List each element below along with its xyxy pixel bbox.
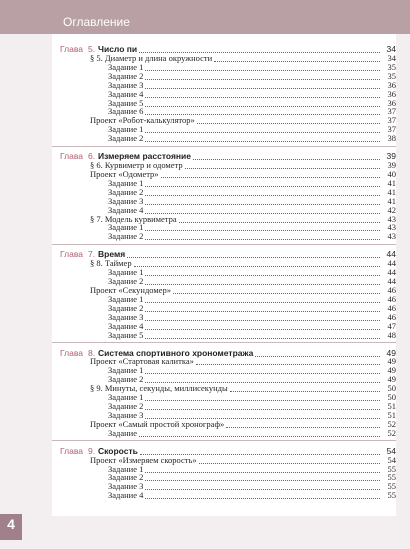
entry-text: Проект «Секундомер» [90, 285, 172, 295]
entry-text: Задание 2 [108, 276, 144, 287]
page-ref: 34 [386, 44, 396, 54]
page-ref: 50 [387, 383, 396, 394]
dot-leader [145, 229, 380, 240]
page-ref: 55 [387, 481, 396, 492]
page-ref: 51 [387, 409, 396, 420]
page-ref: 44 [387, 267, 396, 278]
entry-text: Задание 4 [108, 204, 144, 215]
page-ref: 55 [387, 490, 396, 501]
toc-content [52, 34, 396, 516]
chapter-label: Глава [60, 445, 83, 456]
entry-text: Задание 5 [108, 329, 144, 340]
entry-text: Задание 2 [108, 302, 144, 313]
page-ref: 54 [386, 445, 396, 456]
page-ref: 43 [387, 231, 396, 242]
page-ref: 51 [387, 401, 396, 412]
page-ref: 38 [387, 133, 396, 144]
chapter-title: Число пи [98, 44, 138, 54]
entry-text: Задание 3 [108, 311, 144, 322]
chapter-divider [52, 440, 396, 441]
entry-text: Проект «Одометр» [90, 168, 159, 179]
chapter-number: 5. [88, 44, 96, 54]
page-ref: 34 [387, 52, 396, 63]
page-ref: 37 [387, 124, 396, 135]
chapter-number: 9. [88, 445, 96, 456]
page-ref: 37 [387, 115, 396, 126]
entry-text: Проект «Робот-калькулятор» [90, 115, 195, 126]
page-ref: 55 [387, 472, 396, 483]
toc-task-row[interactable] [52, 231, 396, 242]
entry-text: Задание 1 [108, 392, 144, 403]
entry-text: Задание 2 [108, 374, 144, 385]
entry-text: Задание 6 [108, 106, 144, 117]
chapter-title: Система спортивного хронометража [98, 347, 254, 358]
entry-text: § 8. Таймер [90, 258, 132, 269]
page-ref: 36 [387, 79, 396, 90]
entry-text: Проект «Стартовая калитка» [90, 356, 194, 367]
chapter-title: Измеряем расстояние [98, 151, 191, 162]
entry-text: Задание 2 [108, 231, 144, 242]
page-ref: 46 [387, 311, 396, 322]
entry-text: Задание 4 [108, 490, 144, 501]
entry-text: Проект «Самый простой хронограф» [90, 418, 225, 429]
entry-text: Задание 3 [108, 409, 144, 420]
page-ref: 49 [387, 365, 396, 376]
chapter-label: Глава [60, 347, 83, 358]
entry-text: § 9. Минуты, секунды, миллисекунды [90, 383, 228, 394]
page-ref: 40 [387, 168, 396, 179]
dot-leader [145, 328, 380, 339]
page-ref: 54 [387, 454, 396, 465]
entry-text: Задание 1 [108, 124, 144, 135]
entry-text: Задание 2 [108, 70, 144, 81]
entry-text: Задание 1 [108, 177, 144, 188]
page-ref: 39 [387, 160, 396, 171]
page-ref: 46 [387, 293, 396, 304]
chapter-label: Глава [60, 151, 83, 162]
page-title: Оглавление [63, 15, 130, 29]
dot-leader [145, 131, 380, 142]
page-ref: 41 [387, 195, 396, 206]
page-ref: 55 [387, 463, 396, 474]
page-ref: 36 [387, 88, 396, 99]
header-bar [0, 0, 410, 34]
entry-text: Проект «Измеряем скорость» [90, 454, 197, 465]
page-ref: 50 [387, 392, 396, 403]
dot-leader [145, 488, 380, 499]
page-ref: 44 [386, 249, 396, 260]
entry-text: § 5. Диаметр и длина окружности [90, 52, 213, 63]
chapter-number: 6. [88, 151, 96, 162]
entry-text: Задание 1 [108, 293, 144, 304]
page-ref: 44 [387, 276, 396, 287]
entry-text: § 7. Модель курвиметра [90, 213, 177, 224]
page-ref: 52 [387, 427, 396, 438]
page-ref: 43 [387, 222, 396, 233]
entry-text: Задание 2 [108, 186, 144, 197]
entry-text: § 6. Курвиметр и одометр [90, 160, 183, 171]
chapter-title: Скорость [98, 445, 138, 456]
toc-task-row[interactable] [52, 133, 396, 144]
entry-text: Задание 4 [108, 320, 144, 331]
page-ref: 41 [387, 186, 396, 197]
page-ref: 52 [387, 418, 396, 429]
entry-text: Задание 5 [108, 97, 144, 108]
page-ref: 44 [387, 258, 396, 269]
entry-text: Задание 2 [108, 472, 144, 483]
page-ref: 36 [387, 97, 396, 108]
page-ref: 35 [387, 70, 396, 81]
chapter-label: Глава [60, 44, 83, 54]
chapter-divider [52, 146, 396, 147]
page-ref: 49 [387, 356, 396, 367]
chapter-title: Время [98, 249, 126, 260]
toc-task-row[interactable] [52, 490, 396, 501]
page-ref: 43 [387, 213, 396, 224]
entry-text: Задание 2 [108, 401, 144, 412]
page-ref: 39 [386, 151, 396, 162]
entry-text: Задание 3 [108, 195, 144, 206]
entry-text: Задание 1 [108, 365, 144, 376]
page-ref: 47 [387, 320, 396, 331]
page-ref: 41 [387, 177, 396, 188]
chapter-label: Глава [60, 249, 83, 260]
entry-text: Задание 4 [108, 88, 144, 99]
page-ref: 46 [387, 302, 396, 313]
page-ref: 42 [387, 204, 396, 215]
entry-text: Задание 2 [108, 133, 144, 144]
entry-text: Задание 3 [108, 481, 144, 492]
entry-text: Задание 1 [108, 463, 144, 474]
chapter-number: 7. [88, 249, 96, 260]
page-ref: 48 [387, 329, 396, 340]
entry-text: Задание 1 [108, 267, 144, 278]
entry-text: Задание 1 [108, 61, 144, 72]
entry-text: Задание [108, 427, 137, 438]
chapter-divider [52, 342, 396, 343]
toc-task-row[interactable] [52, 330, 396, 341]
page-ref: 46 [387, 285, 396, 295]
chapter-number: 8. [88, 347, 96, 358]
page-ref: 35 [387, 61, 396, 72]
toc-task-row[interactable] [52, 428, 396, 439]
page-ref: 49 [386, 347, 396, 358]
page-number: 4 [7, 516, 15, 532]
entry-text: Задание 1 [108, 222, 144, 233]
entry-text: Задание 3 [108, 79, 144, 90]
page-ref: 37 [387, 106, 396, 117]
dot-leader [139, 426, 380, 437]
chapter-divider [52, 244, 396, 245]
page-ref: 49 [387, 374, 396, 385]
